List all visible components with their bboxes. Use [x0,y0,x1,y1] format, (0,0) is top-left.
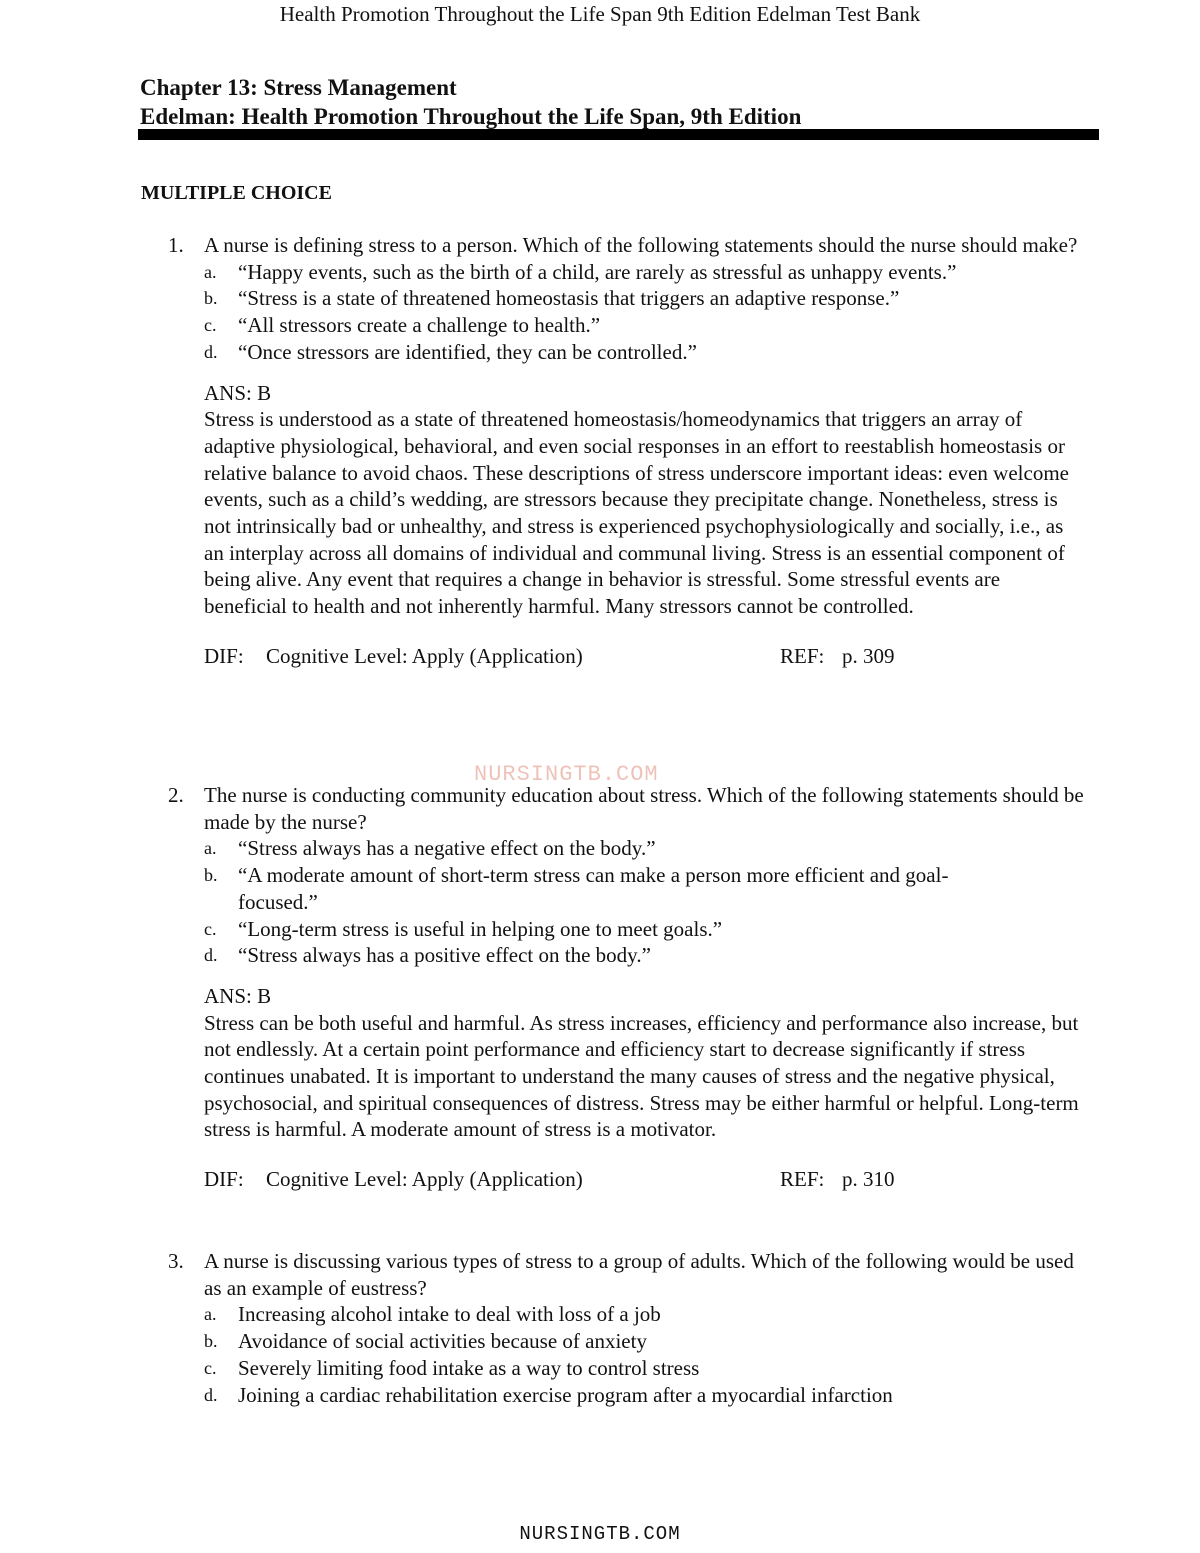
book-title: Edelman: Health Promotion Throughout the Life Span, 9th Edition [140,104,802,129]
choice-text: “All stressors create a challenge to health.” [238,313,601,338]
answer: ANS: B [204,380,272,405]
choice-text: “A moderate amount of short-term stress can make a person more efficient and goal-focused.” [238,863,949,914]
choice-a [204,835,984,862]
answer: ANS: B [204,983,272,1008]
chapter-heading [140,73,1100,131]
question-number: 2. [168,783,184,807]
heading-rule [138,129,1099,140]
choice-text: Joining a cardiac rehabilitation exercise program after a myocardial infarction [238,1382,893,1407]
choice-b [204,1328,984,1355]
choice-text: “Once stressors are identified, they can be controlled.” [238,339,697,364]
section-heading: MULTIPLE CHOICE [141,182,332,204]
choice-letter: d. [204,945,218,966]
choice-text: Avoidance of social activities because of anxiety [238,1329,647,1354]
question-number: 3. [168,1249,184,1273]
ref-value: p. 310 [842,1167,895,1192]
chapter-title: Chapter 13: Stress Management [140,75,457,100]
question-meta [204,643,1200,670]
choice-letter: a. [204,1304,217,1325]
dif-value: Cognitive Level: Apply (Application) [266,643,583,668]
choice-c [204,916,984,943]
question-1 [0,232,1200,670]
page-footer: NURSINGTB.COM [519,1523,681,1545]
ref-value: p. 309 [842,643,895,668]
dif-value: Cognitive Level: Apply (Application) [266,1167,583,1192]
dif-label: DIF: [204,1167,244,1192]
choice-c [204,1355,984,1382]
question-meta [204,1166,1200,1193]
choice-letter: a. [204,838,217,859]
choice-a [204,259,984,286]
choice-a [204,1301,984,1328]
choice-letter: d. [204,1384,218,1405]
choice-letter: c. [204,1357,217,1378]
choice-letter: b. [204,288,218,309]
watermark: NURSINGTB.COM [474,762,659,787]
choice-text: “Stress always has a positive effect on the body.” [238,943,651,968]
choice-letter: a. [204,261,217,282]
choice-b [204,285,984,312]
choice-letter: d. [204,341,218,362]
choice-c [204,312,984,339]
choice-d [204,942,984,969]
choice-b [204,862,984,915]
choice-text: Increasing alcohol intake to deal with loss of a job [238,1302,661,1327]
choice-letter: b. [204,865,218,886]
choice-text: Severely limiting food intake as a way to control stress [238,1355,700,1380]
choice-d [204,1382,1084,1409]
choice-letter: b. [204,1331,218,1352]
dif-label: DIF: [204,643,244,668]
choice-text: “Happy events, such as the birth of a child, are rarely as stressful as unhappy events.” [238,259,957,284]
choice-text: “Stress always has a negative effect on the body.” [238,836,656,861]
running-header: Health Promotion Throughout the Life Span 9th Edition Edelman Test Bank [279,2,921,26]
question-2 [0,782,1200,1193]
question-stem: A nurse is discussing various types of stress to a group of adults. Which of the following would be used as an example of eustress? [204,1249,1074,1300]
choice-text: “Stress is a state of threatened homeostasis that triggers an adaptive response.” [238,286,900,311]
rationale: Stress can be both useful and harmful. As stress increases, efficiency and performance also increase, but not endlessly. At a certain point performance and efficiency start to decrease significantly if stress continues unabated. It is important to understand the many causes of stress and the negative physical, psychosocial, and spiritual consequences of distress. Stress may be either harmful or helpful. Long-term stress is harmful. A moderate amount of stress is a motivator. [204,1010,1079,1142]
question-number: 1. [168,233,184,257]
choice-text: “Long-term stress is useful in helping one to meet goals.” [238,916,723,941]
choice-letter: c. [204,918,217,939]
choice-d [204,339,984,366]
choice-letter: c. [204,315,217,336]
rationale: Stress is understood as a state of threatened homeostasis/homeodynamics that triggers an array of adaptive physiological, behavioral, and even social responses in an effort to reestablish homeostasis or relative balance to avoid chaos. These descriptions of stress underscore important ideas: even welcome events, such as a child’s wedding, are stressors because they precipitate change. Nonetheless, stress is not intrinsically bad or unhealthy, and stress is experienced psychophysiologically and socially, i.e., as an interplay across all domains of individual and communal living. Stress is an essential component of being alive. Any event that requires a change in behavior is stressful. Some stressful events are beneficial to health and not inherently harmful. Many stressors cannot be controlled. [204,407,1069,619]
ref-label: REF: [780,1167,825,1192]
question-3 [0,1248,1200,1408]
ref-label: REF: [780,643,825,668]
question-stem: The nurse is conducting community education about stress. Which of the following statements should be made by the nurse? [204,783,1084,834]
question-stem: A nurse is defining stress to a person. Which of the following statements should the nurse should make? [204,233,1078,257]
